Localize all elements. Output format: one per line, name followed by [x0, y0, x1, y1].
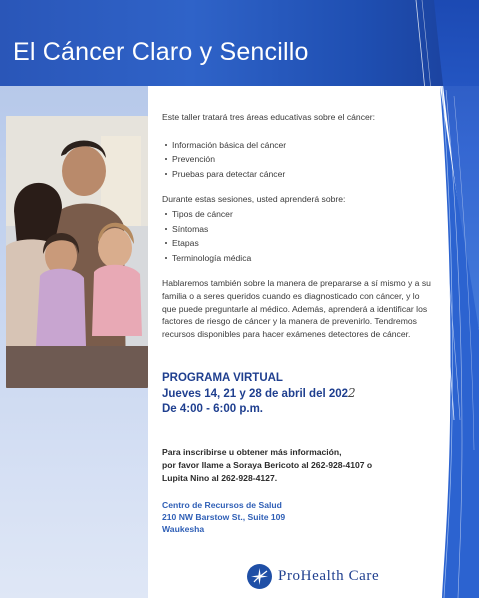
family-photo [6, 116, 148, 388]
list-item: Tipos de cáncer [162, 208, 432, 221]
list-item: Información básica del cáncer [162, 139, 432, 152]
intro-text: Este taller tratará tres áreas educativas sobre el cáncer: [162, 112, 376, 122]
dove-icon [247, 564, 272, 589]
contact-line: Para inscribirse u obtener más información, [162, 447, 342, 457]
center-address: 210 NW Barstow St., Suite 109 [162, 512, 286, 523]
page-title: El Cáncer Claro y Sencillo [13, 38, 309, 66]
center-name: Centro de Recursos de Salud [162, 500, 282, 510]
topics-list [162, 208, 432, 264]
program-block [162, 371, 442, 417]
list-item: Terminología médica [162, 252, 432, 265]
list-item: Etapas [162, 237, 432, 250]
learn-intro-text: Durante estas sesiones, usted aprenderá sobre: [162, 194, 346, 205]
logo-text: ProHealth Care [278, 567, 380, 584]
program-time: De 4:00 - 6:00 p.m. [162, 403, 263, 415]
list-item: Pruebas para detectar cáncer [162, 168, 432, 181]
contact-info [162, 446, 432, 485]
program-title: PROGRAMA VIRTUAL [162, 372, 283, 384]
resource-center-address [162, 499, 432, 536]
description-section [162, 111, 432, 340]
areas-list [162, 139, 432, 181]
handwritten-year-digit: 2 [348, 386, 356, 400]
family-photo-illustration [6, 116, 148, 388]
list-item: Síntomas [162, 223, 432, 236]
program-dates-text: Jueves 14, 21 y 28 de abril del 202 [162, 388, 349, 400]
center-city: Waukesha [162, 524, 205, 535]
list-item: Prevención [162, 153, 432, 166]
contact-line: Lupita Nino al 262-928-4127. [162, 473, 278, 483]
program-dates [162, 386, 442, 402]
contact-line: por favor llame a Soraya Bericoto al 262-928-4107 o [162, 460, 373, 470]
description-paragraph: Hablaremos también sobre la manera de prepararse a sí mismo y a su familia o a seres queridos cuando es diagnosticado con cáncer, y lo que puede preguntarle al médico. Además, aprenderá a identificar los factores de riesgo de cáncer y la manera de prevenirlo. Tendremos recursos disponibles para hacer exámenes detectores de cáncer. [162, 278, 431, 339]
prohealth-logo [247, 563, 379, 589]
